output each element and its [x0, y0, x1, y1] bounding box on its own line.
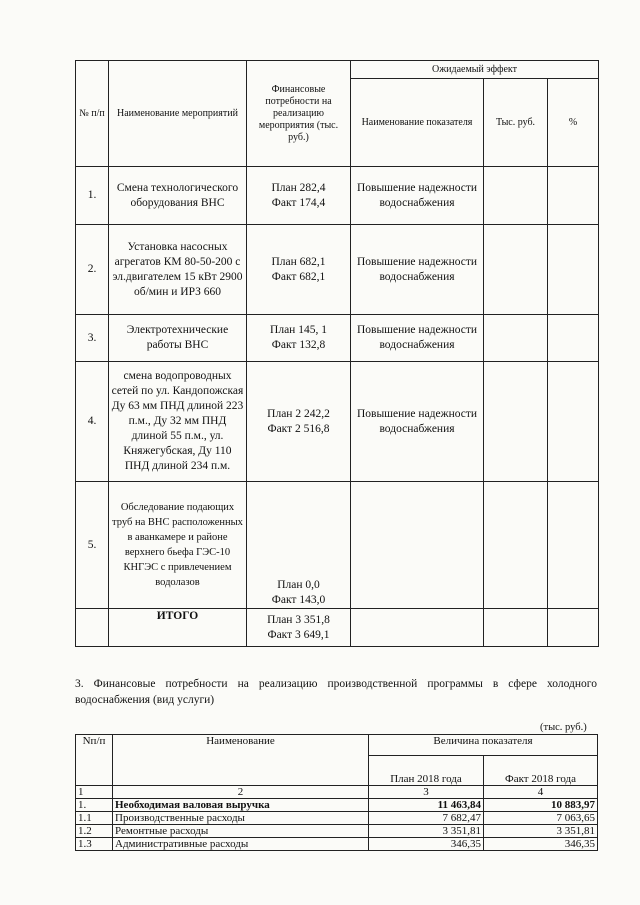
header-effect: Ожидаемый эффект: [351, 61, 599, 79]
table-row: [76, 812, 598, 825]
row-indicator: Повышение надежности водоснабжения: [351, 362, 484, 482]
row-fact: 3 351,81: [484, 825, 598, 838]
header-fact: Факт 2018 года: [484, 756, 598, 786]
total-pct: [548, 609, 599, 647]
measures-table: [75, 60, 599, 647]
row-fact: Факт 2 516,8: [267, 422, 330, 435]
row-num: 4.: [76, 362, 109, 482]
row-name: Установка насосных агрегатов КМ 80-50-200 с эл.двигателем 15 кВт 2900 об/мин и ИРЗ 660: [109, 225, 247, 315]
row-name: Электротехнические работы ВНС: [109, 315, 247, 362]
row-name: Ремонтные расходы: [113, 825, 369, 838]
row-plan: План 682,1: [271, 255, 326, 268]
table-row: [76, 362, 599, 482]
row-indicator: [351, 482, 484, 609]
row-plan: План 0,0: [277, 579, 320, 591]
row-rub: [484, 315, 548, 362]
row-fact: Факт 132,8: [271, 339, 326, 351]
row-num: 2.: [76, 225, 109, 315]
table-row: [76, 825, 598, 838]
row-num: 5.: [76, 482, 109, 609]
total-num: [76, 609, 109, 647]
table-row: [76, 799, 598, 812]
row-indicator: Повышение надежности водоснабжения: [351, 167, 484, 225]
financial-needs-table: [75, 734, 598, 851]
row-rub: [484, 362, 548, 482]
row-fin: [247, 167, 351, 225]
header-rub: Тыс. руб.: [484, 79, 548, 167]
total-rub: [484, 609, 548, 647]
row-indicator: Повышение надежности водоснабжения: [351, 315, 484, 362]
table-row: [76, 838, 598, 851]
row-plan: 3 351,81: [369, 825, 484, 838]
row-indicator: Повышение надежности водоснабжения: [351, 225, 484, 315]
row-fin: [247, 315, 351, 362]
table-row: [76, 167, 599, 225]
table-row: [76, 225, 599, 315]
row-plan: План 145, 1: [270, 324, 327, 336]
total-fin: [247, 609, 351, 647]
row-pct: [548, 482, 599, 609]
colnum-3: 3: [369, 786, 484, 799]
table-row: [76, 315, 599, 362]
row-num: 1.2: [76, 825, 113, 838]
row-pct: [548, 315, 599, 362]
header-name: Наименование: [113, 735, 369, 786]
row-fact: Факт 174,4: [271, 196, 326, 209]
row-plan: План 282,4: [271, 181, 326, 194]
colnum-2: 2: [113, 786, 369, 799]
row-name: Смена технологического оборудования ВНС: [109, 167, 247, 225]
row-plan: План 2 242,2: [267, 407, 330, 420]
row-pct: [548, 362, 599, 482]
row-plan: 11 463,84: [369, 799, 484, 812]
row-fact: Факт 682,1: [271, 270, 326, 283]
row-name: Производственные расходы: [113, 812, 369, 825]
row-name: Обследование подающих труб на ВНС расположенных в аванкамере и районе верхнего бьефа ГЭС-10 КНГЭС с привлечением водолазов: [109, 482, 247, 609]
total-fact: Факт 3 649,1: [267, 628, 330, 641]
row-plan: 346,35: [369, 838, 484, 851]
row-num: 3.: [76, 315, 109, 362]
row-fact: Факт 143,0: [271, 594, 326, 606]
header-indicator: Наименование показателя: [351, 79, 484, 167]
header-name: Наименование мероприятий: [109, 61, 247, 167]
header-value: Величина показателя: [369, 735, 598, 756]
row-rub: [484, 225, 548, 315]
row-pct: [548, 225, 599, 315]
row-pct: [548, 167, 599, 225]
header-plan: План 2018 года: [369, 756, 484, 786]
row-num: 1.: [76, 799, 113, 812]
row-fact: 346,35: [484, 838, 598, 851]
colnum-1: 1: [76, 786, 113, 799]
row-fin: [247, 362, 351, 482]
header-num: Nп/п: [76, 735, 113, 786]
units-label: (тыс. руб.): [540, 722, 587, 733]
total-plan: План 3 351,8: [267, 613, 330, 626]
header-fin: Финансовые потребности на реализацию мероприятия (тыс. руб.): [247, 61, 351, 167]
table-row: [76, 482, 599, 609]
row-plan: 7 682,47: [369, 812, 484, 825]
row-fin: [247, 482, 351, 609]
total-label: ИТОГО: [109, 609, 247, 647]
section-3-heading: 3. Финансовые потребности на реализацию производственной программы в сфере холодного водоснабжения (вид услуги): [75, 678, 597, 706]
row-fact: 10 883,97: [484, 799, 598, 812]
row-num: 1.3: [76, 838, 113, 851]
header-pct: %: [548, 79, 599, 167]
row-num: 1.: [76, 167, 109, 225]
colnum-4: 4: [484, 786, 598, 799]
row-rub: [484, 482, 548, 609]
row-num: 1.1: [76, 812, 113, 825]
row-name: Административные расходы: [113, 838, 369, 851]
total-row: [76, 609, 599, 647]
row-fin: [247, 225, 351, 315]
row-name: Необходимая валовая выручка: [113, 799, 369, 812]
row-rub: [484, 167, 548, 225]
row-name: смена водопроводных сетей по ул. Кандопожская Ду 63 мм ПНД длиной 223 п.м., Ду 32 мм ПНД длиной 55 п.м., ул. Княжегубская, Ду 110 ПНД длиной 234 п.м.: [109, 362, 247, 482]
total-indicator: [351, 609, 484, 647]
header-num: № п/п: [76, 61, 109, 167]
column-number-row: [76, 786, 598, 799]
row-fact: 7 063,65: [484, 812, 598, 825]
